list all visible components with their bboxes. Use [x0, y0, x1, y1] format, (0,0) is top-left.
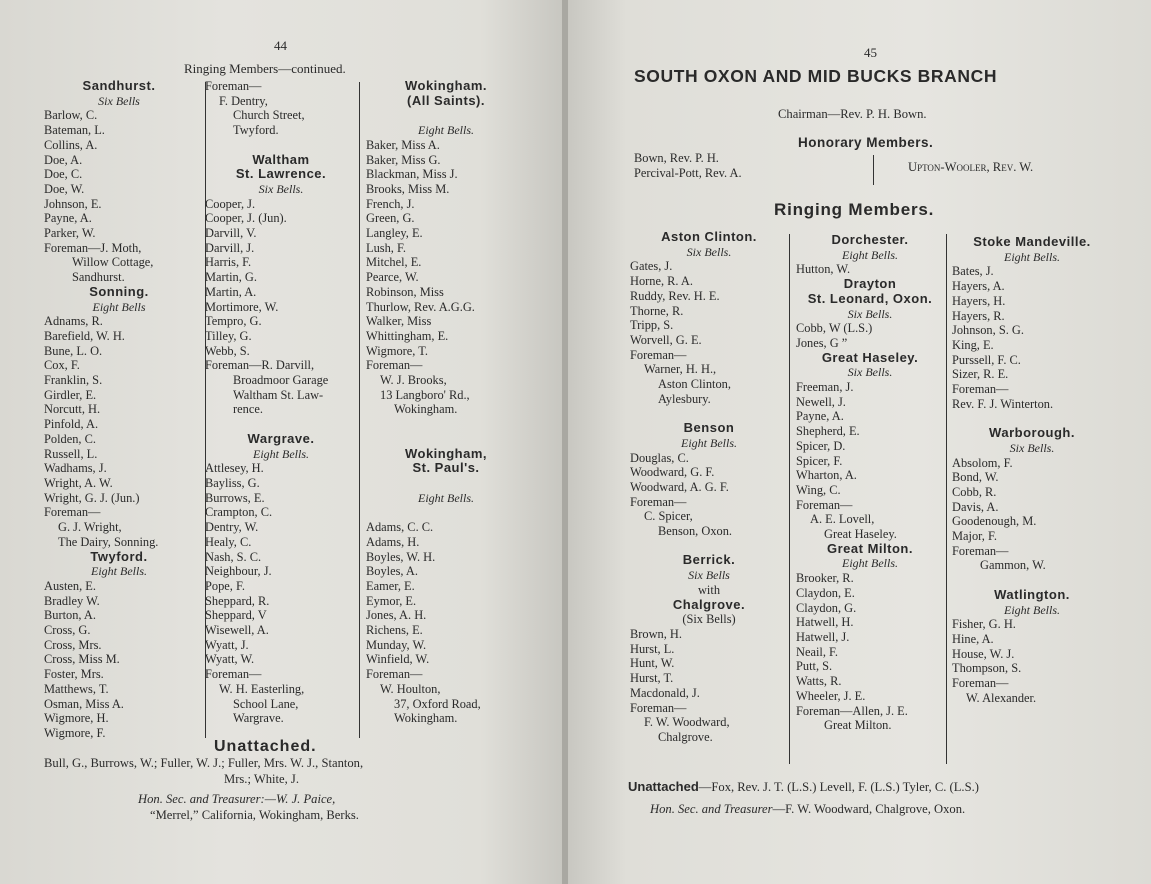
member-entry: Wigmore, H.: [44, 711, 109, 726]
member-entry: Austen, E.: [44, 578, 96, 593]
member-entry: Hatwell, J.: [796, 629, 850, 644]
member-entry: Hayers, H.: [952, 293, 1006, 308]
foreman-detail: C. Spicer,: [644, 509, 693, 524]
page-header: [184, 61, 346, 77]
foreman-detail: Broadmoor Garage: [233, 373, 329, 388]
spacer: [952, 573, 1112, 588]
member-entry: Winfield, W.: [366, 652, 430, 667]
branch-title: SOUTH OXON AND MID BUCKS BRANCH: [634, 66, 998, 86]
member-entry: Purssell, F. C.: [952, 352, 1021, 367]
section-heading: Wargrave.: [247, 430, 315, 446]
member-entry: Nash, S. C.: [205, 549, 262, 564]
bells-note: Six Bells.: [258, 181, 304, 196]
honorary-left: [634, 151, 864, 180]
foreman-detail: F. Dentry,: [219, 93, 268, 108]
member-entry: Hurst, T.: [630, 671, 674, 686]
centered-note: with: [697, 582, 721, 597]
member-entry: Woodward, G. F.: [630, 465, 715, 480]
member-entry: Rev. F. J. Winterton.: [952, 396, 1054, 411]
spacer: [205, 138, 357, 153]
member-entry: French, J.: [366, 196, 415, 211]
member-entry: Thurlow, Rev. A.G.G.: [366, 299, 475, 314]
section-heading: Watlington.: [994, 586, 1070, 602]
member-entry: Hatwell, H.: [796, 615, 854, 630]
member-entry: Eamer, E.: [366, 578, 415, 593]
column-3: [952, 235, 1112, 706]
member-entry: Lush, F.: [366, 240, 406, 255]
member-entry: Baker, Miss G.: [366, 152, 441, 167]
member-entry: Sheppard, V: [205, 608, 267, 623]
member-entry: Sheppard, R.: [205, 593, 270, 608]
member-entry: King, E.: [952, 337, 994, 352]
member-entry: Mortimore, W.: [205, 299, 279, 314]
member-entry: Attlesey, H.: [205, 461, 264, 476]
member-entry: Foster, Mrs.: [44, 667, 104, 682]
hon-sec-line: [650, 802, 965, 817]
member-entry: Hine, A.: [952, 631, 994, 646]
column-1: [44, 79, 194, 741]
member-entry: Parker, W.: [44, 226, 96, 241]
page-number: 45: [864, 45, 877, 60]
member-entry: Matthews, T.: [44, 681, 109, 696]
honorary-member: Bown, Rev. P. H.: [634, 151, 719, 165]
chairman-text: Chairman—Rev. P. H. Bown.: [778, 107, 927, 121]
member-entry: Hunt, W.: [630, 656, 675, 671]
unattached-line: [628, 779, 979, 795]
member-entry: Brown, H.: [630, 626, 682, 641]
section-heading: Benson: [683, 420, 735, 436]
foreman-detail: rence.: [233, 402, 263, 417]
member-entry: Adams, H.: [366, 534, 420, 549]
member-entry: Wright, A. W.: [44, 475, 113, 490]
column-1: [630, 230, 788, 745]
spacer: [630, 406, 788, 421]
member-entry: Hayers, A.: [952, 279, 1005, 294]
section-heading: St. Lawrence.: [235, 166, 327, 182]
member-entry: Wyatt, W.: [205, 652, 255, 667]
member-entry: Wing, C.: [796, 482, 841, 497]
member-entry: Burton, A.: [44, 608, 96, 623]
member-entry: Bune, L. O.: [44, 343, 103, 358]
foreman-detail: Waltham St. Law-: [233, 387, 324, 402]
foreman-detail: A. E. Lovell,: [810, 512, 875, 527]
member-entry: Adams, C. C.: [366, 520, 434, 535]
foreman-detail: Great Milton.: [824, 718, 892, 733]
member-entry: Pinfold, A.: [44, 417, 99, 432]
section-heading: Chalgrove.: [672, 596, 746, 612]
member-entry: Girdler, E.: [44, 387, 97, 402]
member-entry: Doe, W.: [44, 181, 85, 196]
member-entry: Major, F.: [952, 529, 997, 544]
member-entry: Gates, J.: [630, 259, 673, 274]
section-heading: Twyford.: [90, 548, 148, 564]
spacer: [366, 108, 526, 123]
member-entry: Pope, F.: [205, 578, 245, 593]
member-entry: Goodenough, M.: [952, 514, 1037, 529]
member-entry: Foreman—: [952, 543, 1009, 558]
member-entry: Wigmore, F.: [44, 725, 106, 740]
bells-note: Eight Bells.: [418, 490, 474, 505]
member-entry: Johnson, E.: [44, 196, 102, 211]
member-entry: Bayliss, G.: [205, 475, 260, 490]
column-divider: [789, 234, 790, 764]
hon-sec-label: Hon. Sec. and Treasurer: [650, 802, 773, 816]
member-entry: Cooper, J.: [205, 196, 256, 211]
member-entry: Dentry, W.: [205, 520, 259, 535]
member-entry: Russell, L.: [44, 446, 98, 461]
foreman-detail: Wokingham.: [394, 402, 458, 417]
member-entry: Payne, A.: [44, 211, 92, 226]
section-heading: Wokingham,: [404, 445, 488, 461]
bells-note: Six Bells.: [847, 306, 893, 321]
spacer: [205, 417, 357, 432]
spacer: [952, 411, 1112, 426]
centered-note: (Six Bells): [682, 612, 736, 627]
member-entry: Foreman—: [205, 79, 262, 93]
member-entry: Claydon, E.: [796, 585, 855, 600]
column-divider: [946, 234, 947, 764]
section-heading: Wokingham.: [404, 78, 488, 93]
member-entry: Boyles, W. H.: [366, 549, 436, 564]
member-entry: Newell, J.: [796, 394, 846, 409]
member-entry: Johnson, S. G.: [952, 323, 1024, 338]
section-heading: Waltham: [252, 151, 310, 167]
member-entry: Bond, W.: [952, 470, 999, 485]
member-entry: Foreman—: [952, 676, 1009, 691]
unattached-text: —Fox, Rev. J. T. (L.S.) Levell, F. (L.S.) Tyler, C. (L.S.): [698, 780, 979, 794]
member-entry: Spicer, D.: [796, 438, 846, 453]
member-entry: Hutton, W.: [796, 262, 851, 277]
member-entry: Sizer, R. E.: [952, 367, 1009, 382]
member-entry: Freeman, J.: [796, 380, 854, 395]
member-entry: Wright, G. J. (Jun.): [44, 490, 140, 505]
member-entry: Boyles, A.: [366, 564, 418, 579]
member-entry: Cross, Miss M.: [44, 652, 120, 667]
member-entry: Watts, R.: [796, 674, 842, 689]
foreman-detail: Gammon, W.: [980, 558, 1046, 573]
foreman-detail: Aston Clinton,: [658, 377, 731, 392]
member-entry: Doe, C.: [44, 167, 83, 182]
member-entry: Foreman—: [366, 667, 423, 682]
member-entry: Fisher, G. H.: [952, 617, 1016, 632]
chairman-line: [778, 107, 927, 122]
spacer: [366, 432, 526, 447]
member-entry: Norcutt, H.: [44, 402, 101, 417]
member-entry: Wharton, A.: [796, 468, 857, 483]
member-entry: Claydon, G.: [796, 600, 857, 615]
foreman-detail: Aylesbury.: [658, 391, 711, 406]
member-entry: Foreman—: [952, 382, 1009, 397]
section-heading: St. Paul's.: [412, 460, 480, 476]
member-entry: Wheeler, J. E.: [796, 688, 866, 703]
bells-note: Eight Bells.: [1004, 249, 1060, 264]
member-entry: Putt, S.: [796, 659, 833, 674]
member-entry: Foreman—: [630, 700, 687, 715]
member-entry: Wadhams, J.: [44, 461, 107, 476]
foreman-detail: Great Haseley.: [824, 527, 897, 542]
ringing-members-heading: Ringing Members.: [774, 200, 935, 219]
member-entry: Spicer, F.: [796, 453, 843, 468]
member-entry: Brooks, Miss M.: [366, 181, 450, 196]
foreman-detail: W. J. Brooks,: [380, 373, 447, 388]
right-page: [568, 0, 1151, 884]
member-entry: Thompson, S.: [952, 661, 1022, 676]
bells-note: Eight Bells.: [681, 435, 737, 450]
foreman-detail: School Lane,: [233, 696, 299, 711]
member-entry: Cobb, W (L.S.): [796, 321, 873, 336]
bells-note: Six Bells: [98, 93, 140, 108]
member-entry: Foreman—: [630, 347, 687, 362]
honorary-member: Percival-Pott, Rev. A.: [634, 165, 742, 180]
bells-note: Eight Bells.: [842, 247, 898, 262]
foreman-detail: 37, Oxford Road,: [394, 696, 481, 711]
section-heading: Drayton: [843, 276, 897, 292]
member-entry: Tripp, S.: [630, 318, 674, 333]
foreman-detail: G. J. Wright,: [58, 520, 122, 535]
member-entry: Foreman—: [796, 497, 853, 512]
member-entry: Cooper, J. (Jun).: [205, 211, 287, 226]
unattached-label: Unattached: [628, 779, 699, 794]
member-entry: Whittingham, E.: [366, 328, 449, 343]
member-entry: Foreman—Allen, J. E.: [796, 703, 908, 718]
member-entry: Blackman, Miss J.: [366, 167, 458, 182]
column-divider: [359, 82, 360, 738]
member-entry: Bradley W.: [44, 593, 100, 608]
honorary-member: Upton-Wooler, Rev. W.: [908, 160, 1034, 174]
member-entry: Walker, Miss: [366, 314, 432, 329]
member-entry: Absolom, F.: [952, 455, 1013, 470]
member-entry: Foreman—J. Moth,: [44, 240, 142, 255]
member-entry: Foreman—: [205, 667, 262, 682]
member-entry: Mitchel, E.: [366, 255, 422, 270]
member-entry: Foreman—: [366, 358, 423, 373]
member-entry: Neail, F.: [796, 644, 839, 659]
section-heading: St. Leonard, Oxon.: [807, 290, 933, 306]
bells-note: Six Bells.: [686, 244, 732, 259]
left-page: [0, 0, 565, 884]
member-entry: Worvell, G. E.: [630, 332, 702, 347]
foreman-detail: Sandhurst.: [72, 270, 125, 285]
bells-note: Six Bells.: [847, 365, 893, 380]
section-heading: Warborough.: [989, 425, 1075, 441]
member-entry: Foreman—: [44, 505, 101, 520]
section-heading: Great Haseley.: [821, 349, 919, 365]
section-heading: Sandhurst.: [82, 78, 156, 93]
member-entry: Jones, A. H.: [366, 608, 427, 623]
foreman-detail: Church Street,: [233, 108, 305, 123]
hon-sec-line-1: Hon. Sec. and Treasurer:—W. J. Paice,: [138, 792, 336, 806]
member-entry: Collins, A.: [44, 137, 98, 152]
member-entry: Franklin, S.: [44, 373, 103, 388]
foreman-detail: Chalgrove.: [658, 729, 713, 744]
foreman-detail: 13 Langboro' Rd.,: [380, 387, 470, 402]
bells-note: Eight Bells.: [418, 123, 474, 138]
member-entry: Woodward, A. G. F.: [630, 479, 729, 494]
foreman-detail: Wargrave.: [233, 711, 284, 726]
member-entry: Osman, Miss A.: [44, 696, 124, 711]
section-heading: Great Milton.: [827, 540, 913, 556]
foreman-detail: Warner, H. H.,: [644, 362, 717, 377]
member-entry: Neighbour, J.: [205, 564, 272, 579]
honorary-divider: [873, 155, 874, 185]
member-entry: Martin, G.: [205, 270, 257, 285]
spacer: [630, 539, 788, 554]
member-entry: Barlow, C.: [44, 108, 98, 123]
member-entry: Davis, A.: [952, 499, 999, 514]
spacer: [366, 476, 526, 491]
member-entry: Shepherd, E.: [796, 424, 860, 439]
page-header-text: Ringing Members—continued.: [184, 61, 346, 76]
foreman-detail: Benson, Oxon.: [658, 524, 732, 539]
member-entry: Crampton, C.: [205, 505, 273, 520]
bells-note: Six Bells: [688, 568, 730, 583]
member-entry: Baker, Miss A.: [366, 137, 440, 152]
member-entry: Doe, A.: [44, 152, 83, 167]
member-entry: Darvill, V.: [205, 226, 257, 241]
member-entry: Robinson, Miss: [366, 284, 444, 299]
bells-note: Eight Bells: [92, 299, 146, 314]
section-heading: Stoke Mandeville.: [973, 234, 1091, 249]
member-entry: Foreman—: [630, 494, 687, 509]
member-entry: Webb, S.: [205, 343, 250, 358]
page-number: 44: [274, 38, 287, 53]
foreman-detail: W. H. Easterling,: [219, 681, 305, 696]
member-entry: Ruddy, Rev. H. E.: [630, 288, 720, 303]
member-entry: Bates, J.: [952, 264, 994, 279]
member-entry: Douglas, C.: [630, 450, 689, 465]
member-entry: Payne, A.: [796, 409, 844, 424]
member-entry: Green, G.: [366, 211, 415, 226]
foreman-detail: The Dairy, Sonning.: [58, 534, 159, 549]
member-entry: Wigmore, T.: [366, 343, 429, 358]
hon-sec-line-2: “Merrel,” California, Wokingham, Berks.: [150, 808, 359, 822]
member-entry: Macdonald, J.: [630, 685, 700, 700]
bells-note: Eight Bells.: [91, 564, 147, 579]
section-heading: (All Saints).: [406, 92, 485, 108]
section-heading: Sonning.: [89, 283, 149, 299]
member-entry: Hayers, R.: [952, 308, 1005, 323]
foreman-detail: W. Alexander.: [966, 690, 1037, 705]
member-entry: Cox, F.: [44, 358, 80, 373]
member-entry: Langley, E.: [366, 226, 423, 241]
hon-sec-text: —F. W. Woodward, Chalgrove, Oxon.: [772, 802, 966, 816]
member-entry: Martin, A.: [205, 284, 257, 299]
foreman-detail: W. Houlton,: [380, 681, 441, 696]
honorary-heading: Honorary Members.: [798, 135, 934, 150]
member-entry: Munday, W.: [366, 637, 427, 652]
member-entry: Hurst, L.: [630, 641, 675, 656]
unattached-line-1: Bull, G., Burrows, W.; Fuller, W. J.; Fuller, Mrs. W. J., Stanton,: [44, 756, 364, 770]
member-entry: Burrows, E.: [205, 490, 265, 505]
foreman-detail: Willow Cottage,: [72, 255, 154, 270]
column-2: [796, 233, 944, 733]
member-entry: Thorne, R.: [630, 303, 684, 318]
member-entry: Harris, F.: [205, 255, 252, 270]
member-entry: Barefield, W. H.: [44, 328, 125, 343]
column-3: [366, 79, 526, 726]
member-entry: Tilley, G.: [205, 328, 252, 343]
bells-note: Eight Bells.: [842, 556, 898, 571]
member-entry: Wyatt, J.: [205, 637, 249, 652]
foreman-detail: F. W. Woodward,: [644, 715, 730, 730]
member-entry: Horne, R. A.: [630, 274, 693, 289]
member-entry: House, W. J.: [952, 646, 1015, 661]
member-entry: Tempro, G.: [205, 314, 262, 329]
column-2: [205, 79, 357, 726]
member-entry: Cobb, R.: [952, 484, 997, 499]
member-entry: Darvill, J.: [205, 240, 255, 255]
member-entry: Pearce, W.: [366, 270, 419, 285]
bells-note: Eight Bells.: [1004, 602, 1060, 617]
member-entry: Eymor, E.: [366, 593, 417, 608]
member-entry: Bateman, L.: [44, 123, 105, 138]
member-entry: Brooker, R.: [796, 571, 854, 586]
member-entry: Jones, G ”: [796, 335, 848, 350]
section-heading: Aston Clinton.: [661, 229, 757, 244]
member-entry: Cross, Mrs.: [44, 637, 102, 652]
member-entry: Polden, C.: [44, 431, 96, 446]
member-entry: Foreman—R. Darvill,: [205, 358, 315, 373]
section-heading: Dorchester.: [831, 232, 909, 247]
member-entry: Healy, C.: [205, 534, 252, 549]
member-entry: Adnams, R.: [44, 314, 103, 329]
section-heading: Berrick.: [682, 552, 736, 568]
spacer: [366, 505, 526, 520]
unattached-line-2: Mrs.; White, J.: [224, 772, 299, 786]
unattached-heading: Unattached.: [214, 738, 317, 755]
bells-note: Eight Bells.: [253, 446, 309, 461]
member-entry: Cross, G.: [44, 623, 91, 638]
spacer: [366, 417, 526, 432]
foreman-detail: Twyford.: [233, 123, 279, 138]
bells-note: Six Bells.: [1009, 440, 1055, 455]
member-entry: Wisewell, A.: [205, 623, 269, 638]
foreman-detail: Wokingham.: [394, 711, 458, 726]
member-entry: Richens, E.: [366, 623, 423, 638]
